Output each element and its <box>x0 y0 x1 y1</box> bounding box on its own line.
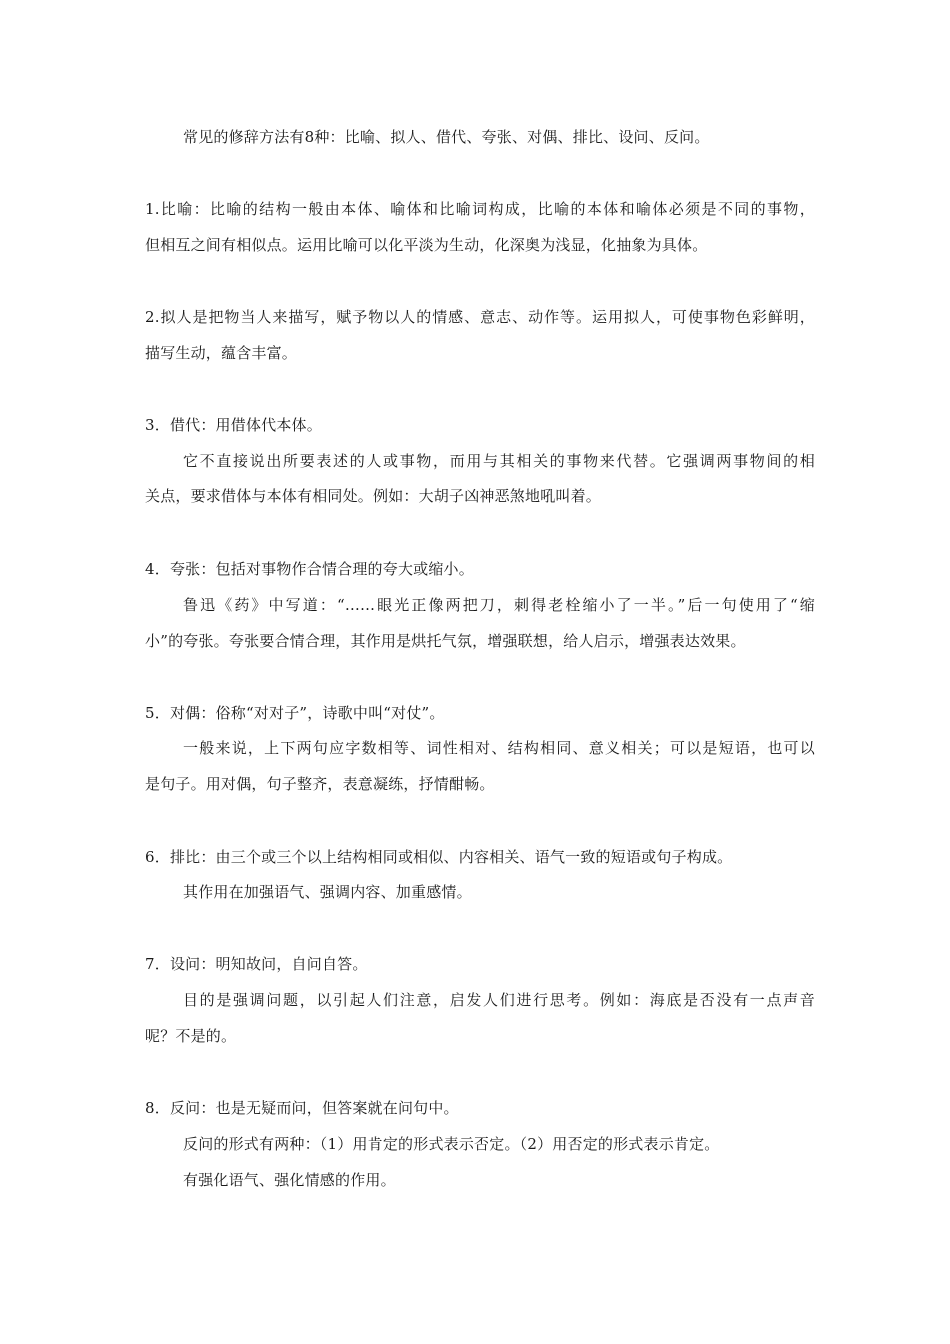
section-4-line-2: 鲁迅《药》中写道：“……眼光正像两把刀，刺得老栓缩小了一半。”后一句使用了“缩 <box>183 596 815 614</box>
section-8-heading: 8．反问：也是无疑而问，但答案就在问句中。 <box>145 1099 459 1117</box>
section-2-line-2: 描写生动，蕴含丰富。 <box>145 344 298 362</box>
section-4-heading: 4．夸张：包括对事物作合情合理的夸大或缩小。 <box>145 560 474 578</box>
section-3-heading: 3．借代：用借体代本体。 <box>145 416 322 434</box>
section-3-line-3: 关点，要求借体与本体有相同处。例如：大胡子凶神恶煞地吼叫着。 <box>145 487 602 505</box>
section-5-line-2: 一般来说，上下两句应字数相等、词性相对、结构相同、意义相关；可以是短语，也可以 <box>183 739 815 757</box>
section-3-line-2: 它不直接说出所要表述的人或事物，而用与其相关的事物来代替。它强调两事物间的相 <box>183 452 815 470</box>
section-1-line-2: 但相互之间有相似点。运用比喻可以化平淡为生动，化深奥为浅显，化抽象为具体。 <box>145 236 708 254</box>
section-6-heading: 6．排比：由三个或三个以上结构相同或相似、内容相关、语气一致的短语或句子构成。 <box>145 848 733 866</box>
section-5-line-3: 是句子。用对偶，句子整齐，表意凝练，抒情酣畅。 <box>145 775 495 793</box>
intro-paragraph: 常见的修辞方法有8种：比喻、拟人、借代、夸张、对偶、排比、设问、反问。 <box>183 128 710 146</box>
section-6-line-2: 其作用在加强语气、强调内容、加重感情。 <box>183 883 472 901</box>
section-2-line-1: 2.拟人是把物当人来描写，赋予物以人的情感、意志、动作等。运用拟人，可使事物色彩鲜明， <box>145 308 815 326</box>
section-4-line-3: 小”的夸张。夸张要合情合理，其作用是烘托气氛，增强联想，给人启示，增强表达效果。 <box>145 632 746 650</box>
section-7-line-2: 目的是强调问题，以引起人们注意，启发人们进行思考。例如：海底是否没有一点声音 <box>183 991 815 1009</box>
section-7-line-3: 呢？不是的。 <box>145 1027 237 1045</box>
section-8-line-2: 反问的形式有两种：（1）用肯定的形式表示否定。（2）用否定的形式表示肯定。 <box>183 1135 720 1153</box>
section-7-heading: 7．设问：明知故问，自问自答。 <box>145 955 368 973</box>
section-8-line-3: 有强化语气、强化情感的作用。 <box>183 1171 396 1189</box>
section-5-heading: 5．对偶：俗称“对对子”，诗歌中叫“对仗”。 <box>145 704 445 722</box>
section-1-line-1: 1.比喻：比喻的结构一般由本体、喻体和比喻词构成，比喻的本体和喻体必须是不同的事物， <box>145 200 815 218</box>
